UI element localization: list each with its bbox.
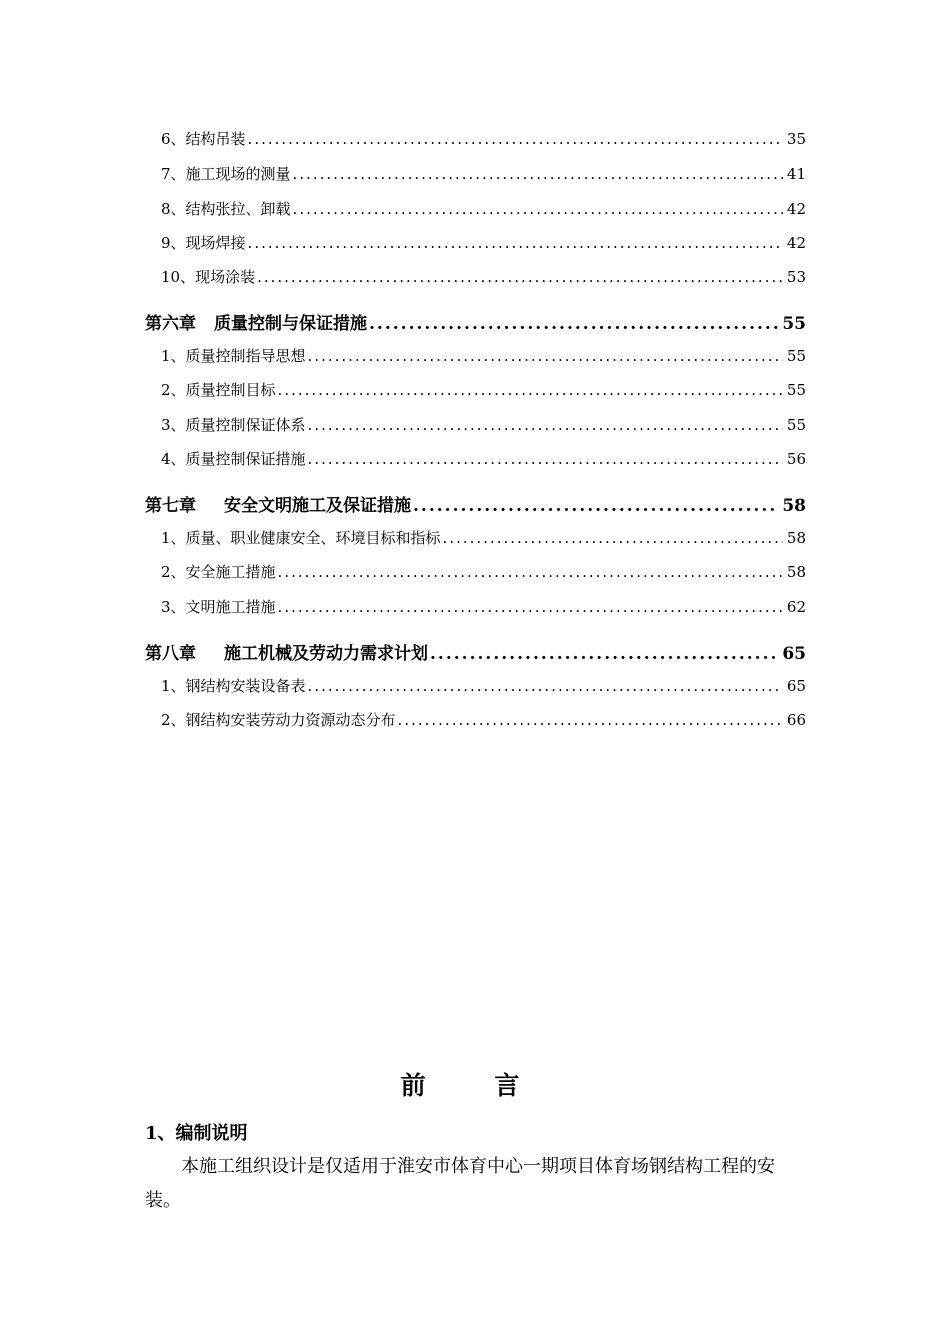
toc-leader-dots bbox=[308, 416, 783, 434]
toc-entry-page: 42 bbox=[786, 200, 806, 218]
toc-leader-dots bbox=[293, 165, 783, 183]
toc-chapter-entry[interactable] bbox=[145, 491, 806, 516]
toc-leader-dots bbox=[430, 644, 778, 664]
toc-leader-dots bbox=[278, 598, 783, 616]
toc-entry-label: 1、质量控制指导思想 bbox=[161, 347, 306, 365]
toc-entry-label: 6、结构吊装 bbox=[161, 130, 246, 148]
toc-leader-dots bbox=[308, 677, 783, 695]
toc-chapter-label bbox=[145, 491, 411, 516]
toc-entry-label: 10、现场涂装 bbox=[161, 268, 256, 286]
toc-chapter-title: 质量控制与保证措施 bbox=[214, 314, 367, 334]
toc-entry-label: 4、质量控制保证措施 bbox=[161, 450, 306, 468]
body-paragraph: 本施工组织设计是仅适用于淮安市体育中心一期项目体育场钢结构工程的安装。 bbox=[145, 1156, 775, 1211]
toc-entry-page: 58 bbox=[782, 496, 806, 516]
toc-leader-dots bbox=[278, 381, 783, 399]
toc-entry[interactable] bbox=[161, 414, 806, 435]
toc-entry[interactable] bbox=[161, 266, 806, 287]
toc-entry-page: 65 bbox=[786, 677, 806, 695]
toc-entry[interactable] bbox=[161, 527, 806, 548]
toc-leader-dots bbox=[308, 347, 783, 365]
toc-entry-page: 53 bbox=[786, 268, 806, 286]
toc-entry-page: 65 bbox=[782, 644, 806, 664]
toc-entry-label: 3、文明施工措施 bbox=[161, 598, 276, 616]
toc-entry-page: 35 bbox=[786, 130, 806, 148]
toc-entry-label: 1、钢结构安装设备表 bbox=[161, 677, 306, 695]
toc-leader-dots bbox=[248, 234, 783, 252]
toc-entry[interactable] bbox=[161, 232, 806, 253]
toc-entry-page: 58 bbox=[786, 563, 806, 581]
preface-title: 前 言 bbox=[400, 1071, 550, 1100]
toc-entry-label: 1、质量、职业健康安全、环境目标和指标 bbox=[161, 529, 441, 547]
toc-entry-page: 62 bbox=[786, 598, 806, 616]
toc-chapter-number: 第六章 bbox=[145, 314, 196, 334]
toc-entry[interactable] bbox=[161, 448, 806, 469]
toc-leader-dots bbox=[398, 711, 783, 729]
toc-entry[interactable] bbox=[161, 163, 806, 184]
toc-entry-page: 55 bbox=[786, 381, 806, 399]
toc-chapter-entry[interactable] bbox=[145, 309, 806, 334]
toc-chapter-title: 施工机械及劳动力需求计划 bbox=[224, 644, 428, 664]
toc-leader-dots bbox=[308, 450, 783, 468]
toc-entry[interactable] bbox=[161, 596, 806, 617]
toc-entry-page: 42 bbox=[786, 234, 806, 252]
toc-entry-page: 56 bbox=[786, 450, 806, 468]
toc-leader-dots bbox=[369, 314, 778, 334]
toc-chapter-title: 安全文明施工及保证措施 bbox=[224, 496, 411, 516]
toc-entry-label: 8、结构张拉、卸载 bbox=[161, 200, 291, 218]
toc-entry[interactable] bbox=[161, 128, 806, 149]
toc-entry[interactable] bbox=[161, 561, 806, 582]
section-heading: 1、编制说明 bbox=[145, 1123, 248, 1144]
toc-entry-label: 3、质量控制保证体系 bbox=[161, 416, 306, 434]
toc-leader-dots bbox=[413, 496, 778, 516]
toc-leader-dots bbox=[248, 130, 783, 148]
toc-chapter-label bbox=[145, 309, 367, 334]
toc-entry[interactable] bbox=[161, 379, 806, 400]
toc-leader-dots bbox=[443, 529, 783, 547]
toc-entry-page: 41 bbox=[786, 165, 806, 183]
toc-entry-page: 58 bbox=[786, 529, 806, 547]
toc-chapter-number: 第八章 bbox=[145, 644, 196, 664]
toc-leader-dots bbox=[278, 563, 783, 581]
toc-entry-label: 9、现场焊接 bbox=[161, 234, 246, 252]
toc-entry-label: 7、施工现场的测量 bbox=[161, 165, 291, 183]
toc-entry-page: 55 bbox=[786, 347, 806, 365]
toc-entry-label: 2、安全施工措施 bbox=[161, 563, 276, 581]
toc-entry[interactable] bbox=[161, 345, 806, 366]
toc-chapter-number: 第七章 bbox=[145, 496, 196, 516]
toc-entry[interactable] bbox=[161, 709, 806, 730]
toc-entry[interactable] bbox=[161, 198, 806, 219]
toc-leader-dots bbox=[257, 268, 783, 286]
toc-entry[interactable] bbox=[161, 675, 806, 696]
toc-chapter-label bbox=[145, 639, 428, 664]
toc-leader-dots bbox=[293, 200, 783, 218]
toc-entry-label: 2、钢结构安装劳动力资源动态分布 bbox=[161, 711, 396, 729]
toc-entry-page: 55 bbox=[786, 416, 806, 434]
toc-entry-page: 55 bbox=[782, 314, 806, 334]
toc-entry-page: 66 bbox=[786, 711, 806, 729]
toc-entry-label: 2、质量控制目标 bbox=[161, 381, 276, 399]
toc-chapter-entry[interactable] bbox=[145, 639, 806, 664]
